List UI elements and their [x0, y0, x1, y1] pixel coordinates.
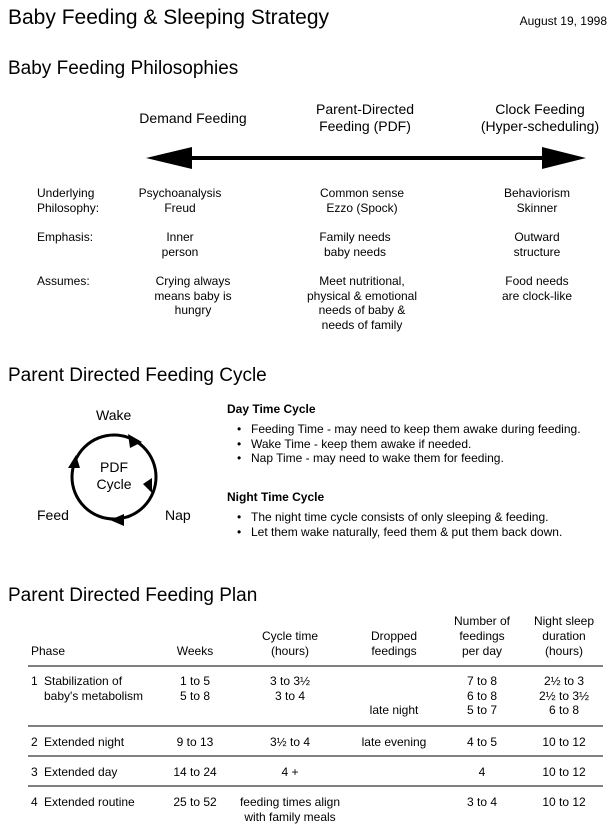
- row-2-phase: Extended night: [44, 735, 125, 749]
- row-2-dropped: late evening: [361, 735, 427, 749]
- row-3-night: 10 to 12: [542, 765, 586, 779]
- assumes-label: Assumes:: [37, 274, 90, 288]
- night-time-bullets: [227, 510, 602, 539]
- row-3-cycle: 4 +: [281, 765, 299, 779]
- row-4-num: 4: [31, 795, 38, 809]
- col-header-cycle-time: Cycle time (hours): [261, 629, 319, 658]
- pdf-assumes: Meet nutritional, physical & emotional needs of baby & needs of family: [306, 274, 418, 332]
- clock-assumes: Food needs are clock-like: [501, 274, 573, 303]
- philosophies-heading: Baby Feeding Philosophies: [8, 58, 239, 79]
- cycle-arrowhead-3: [110, 514, 124, 526]
- underlying-label: Underlying Philosophy:: [37, 186, 100, 215]
- row-4-dropped: [392, 795, 395, 810]
- day-time-cycle: [227, 402, 602, 466]
- row-1-number: 7 to 8 6 to 8 5 to 7: [466, 674, 498, 717]
- demand-underlying: Psychoanalysis Freud: [138, 186, 222, 215]
- clock-feeding-title: Clock Feeding (Hyper-scheduling): [480, 101, 600, 134]
- row-2-cycle: 3½ to 4: [269, 735, 311, 749]
- row-4-number: 3 to 4: [466, 795, 498, 809]
- row-4-night: 10 to 12: [542, 795, 586, 809]
- list-item: • Feeding Time - may need to keep them awake during feeding.: [227, 422, 602, 437]
- row-3-number: 4: [478, 765, 486, 779]
- cycle-heading: Parent Directed Feeding Cycle: [8, 365, 267, 386]
- day-time-title: Day Time Cycle: [227, 402, 316, 416]
- cycle-center-label: PDF Cycle: [96, 459, 132, 492]
- cycle-nap-label: Nap: [165, 507, 191, 523]
- row-1-weeks: 1 to 5 5 to 8: [179, 674, 211, 703]
- row-4-cycle: feeding times align with family meals: [239, 795, 341, 824]
- row-3-num: 3: [31, 765, 38, 779]
- cycle-feed-label: Feed: [37, 507, 69, 523]
- row-3-phase: Extended day: [44, 765, 118, 779]
- night-time-title: Night Time Cycle: [227, 490, 325, 504]
- document-date: August 19, 1998: [519, 14, 607, 28]
- col-header-dropped: Dropped feedings: [370, 629, 418, 658]
- row-2-num: 2: [31, 735, 38, 749]
- demand-feeding-title: Demand Feeding: [139, 110, 247, 126]
- list-item: • Let them wake naturally, feed them & put them back down.: [227, 525, 602, 540]
- row-4-weeks: 25 to 52: [173, 795, 217, 809]
- row-4-phase: Extended routine: [44, 795, 135, 809]
- demand-emphasis: Inner person: [161, 230, 199, 259]
- col-header-weeks: Weeks: [176, 644, 214, 658]
- row-2-number: 4 to 5: [466, 735, 498, 749]
- cycle-arrowhead-2: [143, 478, 152, 493]
- row-1-num: 1: [31, 674, 38, 688]
- day-time-bullets: [227, 422, 602, 466]
- spectrum-arrow: [146, 147, 586, 169]
- pdf-title: Parent-Directed Feeding (PDF): [315, 101, 415, 134]
- col-header-number: Number of feedings per day: [453, 614, 511, 658]
- row-3-weeks: 14 to 24: [173, 765, 217, 779]
- row-3-dropped: [392, 765, 395, 780]
- list-item: • Nap Time - may need to wake them for feeding.: [227, 451, 602, 466]
- clock-emphasis: Outward structure: [513, 230, 561, 259]
- row-1-cycle: 3 to 3½ 3 to 4: [269, 674, 311, 703]
- clock-underlying: Behaviorism Skinner: [503, 186, 571, 215]
- list-item: • The night time cycle consists of only sleeping & feeding.: [227, 510, 602, 525]
- row-1-night: 2½ to 3 2½ to 3½ 6 to 8: [538, 674, 590, 717]
- row-2-night: 10 to 12: [542, 735, 586, 749]
- row-1-phase: Stabilization of baby's metabolism: [44, 674, 143, 703]
- list-item: • Wake Time - keep them awake if needed.: [227, 437, 602, 452]
- pdf-underlying: Common sense Ezzo (Spock): [319, 186, 405, 215]
- page-title: Baby Feeding & Sleeping Strategy: [8, 6, 330, 29]
- col-header-phase: Phase: [31, 644, 66, 658]
- col-header-night-sleep: Night sleep duration (hours): [533, 614, 595, 658]
- pdf-emphasis: Family needs baby needs: [319, 230, 391, 259]
- cycle-wake-label: Wake: [96, 407, 132, 423]
- plan-heading: Parent Directed Feeding Plan: [8, 585, 258, 606]
- demand-assumes: Crying always means baby is hungry: [154, 274, 232, 317]
- cycle-arrowhead-1: [128, 434, 142, 448]
- night-time-cycle: [227, 490, 602, 539]
- row-1-dropped: late night: [369, 703, 419, 717]
- row-2-weeks: 9 to 13: [176, 735, 214, 749]
- emphasis-label: Emphasis:: [37, 230, 94, 244]
